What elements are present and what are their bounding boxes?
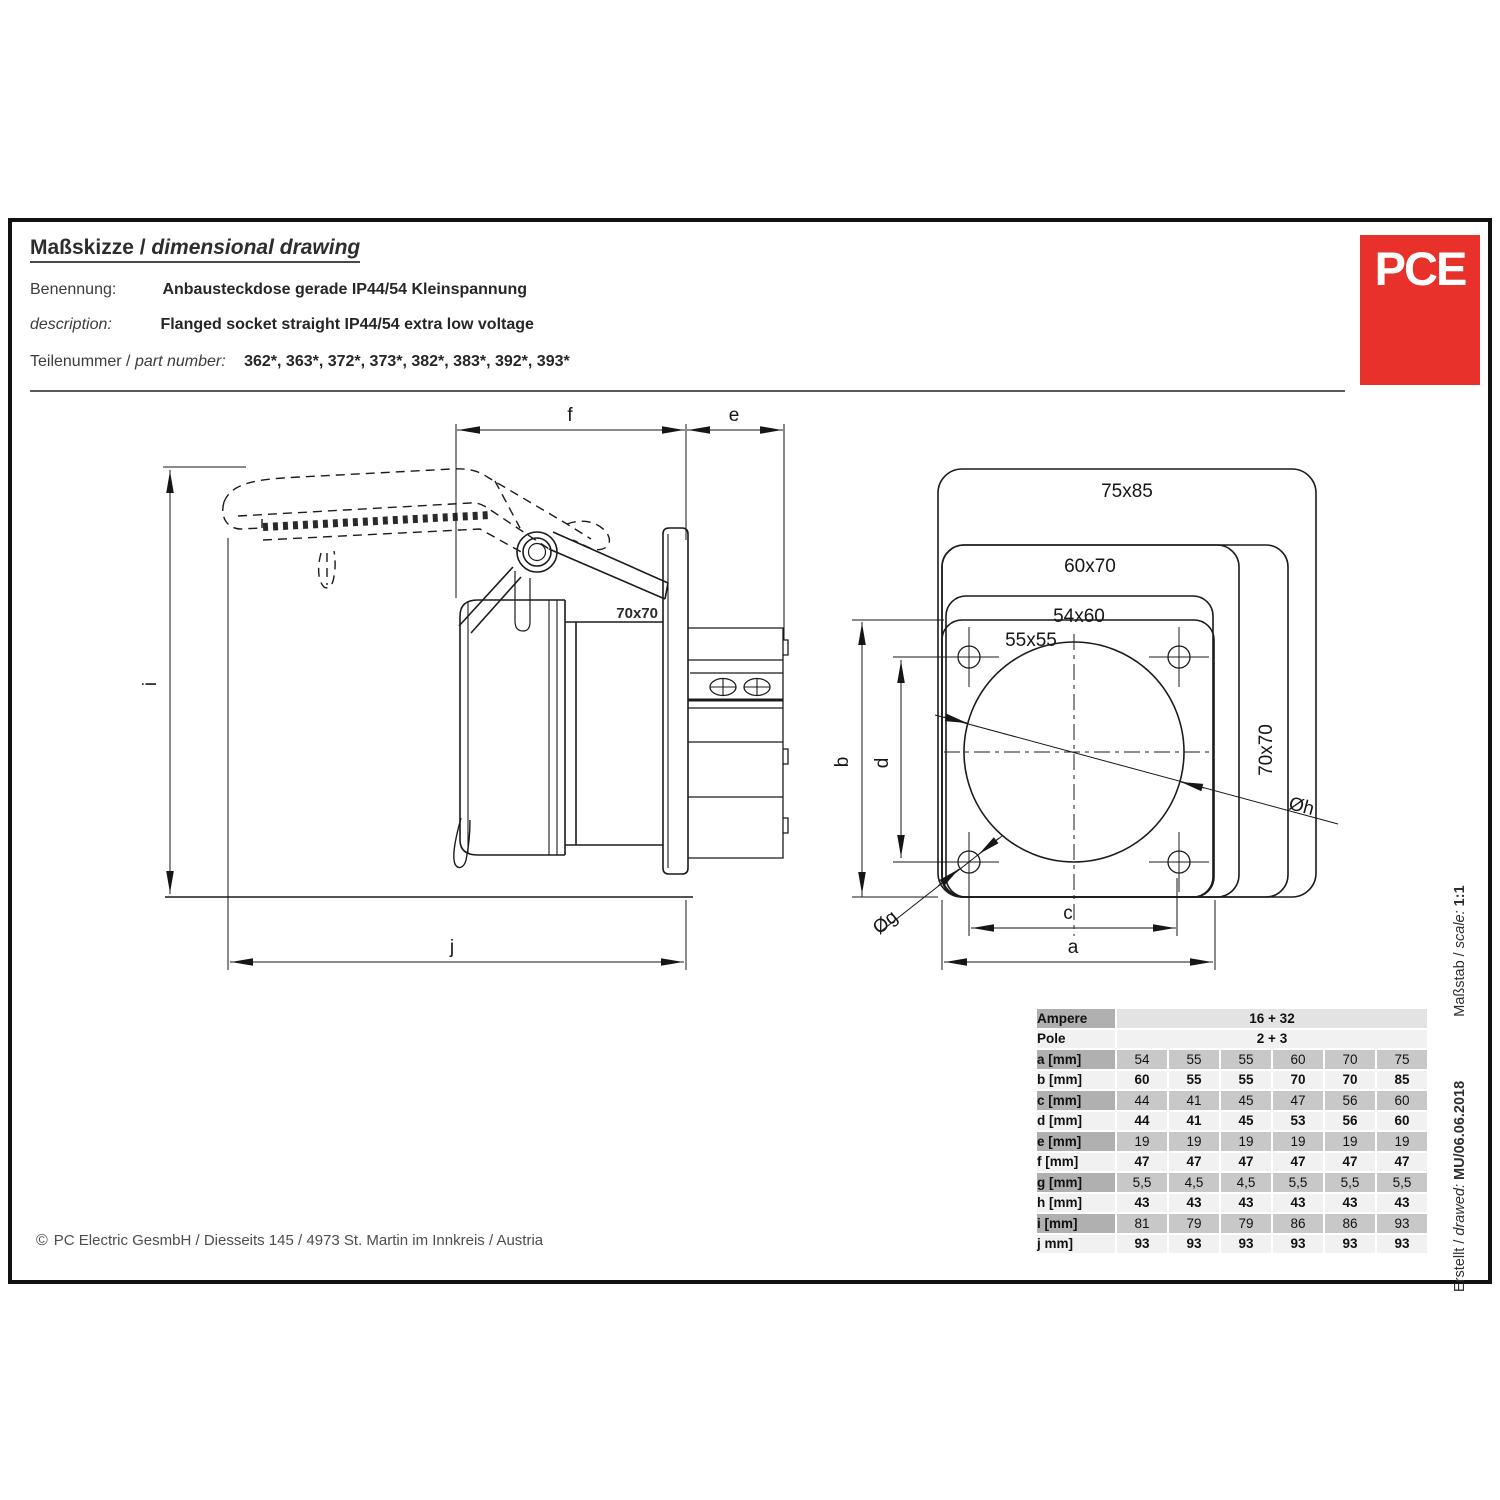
table-cell: 43 [1169, 1194, 1219, 1213]
table-row-ampere [1037, 1009, 1427, 1028]
page-title-en: dimensional drawing [151, 236, 361, 259]
table-cell: 5,5 [1117, 1173, 1167, 1192]
table-row-label: f [mm] [1037, 1153, 1115, 1172]
table-cell: 43 [1325, 1194, 1375, 1213]
table-row [1037, 1173, 1427, 1192]
table-cell: 55 [1169, 1050, 1219, 1069]
table-row [1037, 1091, 1427, 1110]
front-view-plates [938, 469, 1316, 897]
side-view-dimensions [163, 424, 784, 970]
table-cell: 60 [1377, 1112, 1427, 1131]
table-cell: 19 [1117, 1132, 1167, 1151]
table-cell: 4,5 [1221, 1173, 1271, 1192]
table-cell: 79 [1221, 1214, 1271, 1233]
side-view-lid-seal [263, 515, 491, 527]
table-cell: 47 [1221, 1153, 1271, 1172]
scale-label: scale: [1452, 910, 1468, 949]
copyright-line [36, 1232, 543, 1250]
table-value-pole: 2 + 3 [1117, 1030, 1427, 1049]
table-cell: 19 [1377, 1132, 1427, 1151]
description-value: Flanged socket straight IP44/54 extra low voltage [160, 316, 534, 333]
dim-label-d: d [872, 757, 893, 769]
dimension-table [1035, 1007, 1429, 1255]
table-cell: 85 [1377, 1071, 1427, 1090]
table-cell: 60 [1273, 1050, 1323, 1069]
table-cell: 19 [1273, 1132, 1323, 1151]
table-row-label: d [mm] [1037, 1112, 1115, 1131]
table-cell: 70 [1273, 1071, 1323, 1090]
table-cell: 47 [1273, 1091, 1323, 1110]
table-row [1037, 1214, 1427, 1233]
table-cell: 47 [1325, 1153, 1375, 1172]
table-cell: 43 [1377, 1194, 1427, 1213]
plate-label-55x55: 55x55 [1005, 630, 1057, 651]
table-row-label: j mm] [1037, 1235, 1115, 1254]
table-row [1037, 1194, 1427, 1213]
table-cell: 86 [1325, 1214, 1375, 1233]
front-view-drawing [832, 469, 1338, 970]
dim-label-c: c [1063, 903, 1073, 924]
plate-label-60x70: 60x70 [1064, 556, 1116, 577]
copyright-text: PC Electric GesmbH / Diesseits 145 / 4973 St. Martin im Innkreis / Austria [53, 1232, 544, 1249]
table-cell: 75 [1377, 1050, 1427, 1069]
table-cell: 93 [1377, 1214, 1427, 1233]
table-row-label: h [mm] [1037, 1194, 1115, 1213]
table-row-label: c [mm] [1037, 1091, 1115, 1110]
table-row-label: a [mm] [1037, 1050, 1115, 1069]
table-cell: 53 [1273, 1112, 1323, 1131]
table-cell: 60 [1117, 1071, 1167, 1090]
table-cell: 86 [1273, 1214, 1323, 1233]
table-cell: 54 [1117, 1050, 1167, 1069]
table-cell: 47 [1169, 1153, 1219, 1172]
dim-label-a: a [1067, 937, 1079, 958]
table-cell: 44 [1117, 1112, 1167, 1131]
table-row [1037, 1112, 1427, 1131]
table-cell: 79 [1169, 1214, 1219, 1233]
table-cell: 45 [1221, 1112, 1271, 1131]
table-row [1037, 1132, 1427, 1151]
table-row-label: i [mm] [1037, 1214, 1115, 1233]
table-row-label: g [mm] [1037, 1173, 1115, 1192]
table-cell: 47 [1273, 1153, 1323, 1172]
table-cell: 19 [1325, 1132, 1375, 1151]
erstellt-label: Erstellt / [1452, 1239, 1468, 1292]
drawed-value: MU/06.06.2018 [1452, 1080, 1468, 1180]
table-cell: 43 [1273, 1194, 1323, 1213]
page-title-de: Maßskizze / [30, 236, 146, 259]
table-cell: 93 [1377, 1235, 1427, 1254]
dim-label-i: i [140, 681, 161, 687]
table-cell: 93 [1325, 1235, 1375, 1254]
dim-label-j: j [449, 937, 455, 958]
benennung-label: Benennung: [30, 281, 117, 298]
table-cell: 41 [1169, 1112, 1219, 1131]
plate-label-75x85: 75x85 [1101, 481, 1153, 502]
table-cell: 93 [1169, 1235, 1219, 1254]
table-cell: 56 [1325, 1091, 1375, 1110]
dim-label-b: b [832, 756, 853, 768]
table-row-pole [1037, 1030, 1427, 1049]
table-cell: 47 [1377, 1153, 1427, 1172]
table-cell: 70 [1325, 1071, 1375, 1090]
side-view-open-lid [223, 469, 610, 588]
table-label-ampere: Ampere [1037, 1009, 1115, 1028]
side-view-drawing [140, 405, 788, 970]
table-cell: 44 [1117, 1091, 1167, 1110]
table-cell: 45 [1221, 1091, 1271, 1110]
dim-label-g: Øg [869, 906, 903, 939]
table-value-ampere: 16 + 32 [1117, 1009, 1427, 1028]
drawed-label: drawed: [1452, 1184, 1468, 1236]
massstab-label: Maßstab / [1452, 952, 1468, 1017]
side-view-body [165, 528, 693, 897]
side-flange-size-label: 70x70 [616, 605, 658, 622]
dim-label-h: Øh [1286, 793, 1317, 821]
plate-label-54x60: 54x60 [1053, 606, 1105, 627]
table-cell: 4,5 [1169, 1173, 1219, 1192]
front-view-dimensions [852, 620, 1338, 970]
part-number-label-en: part number: [134, 353, 226, 370]
copyright-icon: © [36, 1232, 48, 1249]
table-cell: 93 [1221, 1235, 1271, 1254]
table-cell: 60 [1377, 1091, 1427, 1110]
table-cell: 70 [1325, 1050, 1375, 1069]
front-view-centerlines [939, 627, 1212, 936]
drawing-info-vertical [1452, 872, 1468, 1292]
table-label-pole: Pole [1037, 1030, 1115, 1049]
description-label: description: [30, 316, 112, 333]
table-cell: 81 [1117, 1214, 1167, 1233]
benennung-value: Anbausteckdose gerade IP44/54 Kleinspannung [162, 281, 528, 298]
dim-label-e: e [728, 405, 740, 426]
table-row [1037, 1235, 1427, 1254]
table-cell: 55 [1169, 1071, 1219, 1090]
pce-logo-text: PCE [1374, 242, 1466, 295]
table-cell: 56 [1325, 1112, 1375, 1131]
part-number-label-de: Teilenummer / [30, 353, 131, 370]
table-cell: 5,5 [1273, 1173, 1323, 1192]
table-row-label: b [mm] [1037, 1071, 1115, 1090]
scale-value: 1:1 [1452, 885, 1468, 907]
table-cell: 55 [1221, 1050, 1271, 1069]
table-cell: 93 [1117, 1235, 1167, 1254]
table-row [1037, 1050, 1427, 1069]
table-cell: 93 [1273, 1235, 1323, 1254]
table-row [1037, 1153, 1427, 1172]
table-cell: 5,5 [1325, 1173, 1375, 1192]
table-row-label: e [mm] [1037, 1132, 1115, 1151]
table-row [1037, 1071, 1427, 1090]
side-view-terminal-block [688, 628, 788, 858]
table-cell: 43 [1117, 1194, 1167, 1213]
table-cell: 19 [1221, 1132, 1271, 1151]
table-cell: 43 [1221, 1194, 1271, 1213]
plate-label-70x70-vertical: 70x70 [1256, 724, 1277, 776]
table-cell: 47 [1117, 1153, 1167, 1172]
dim-label-f: f [567, 405, 573, 426]
table-cell: 55 [1221, 1071, 1271, 1090]
part-number-value: 362*, 363*, 372*, 373*, 382*, 383*, 392*, 393* [244, 353, 570, 370]
table-cell: 19 [1169, 1132, 1219, 1151]
table-cell: 41 [1169, 1091, 1219, 1110]
table-cell: 5,5 [1377, 1173, 1427, 1192]
